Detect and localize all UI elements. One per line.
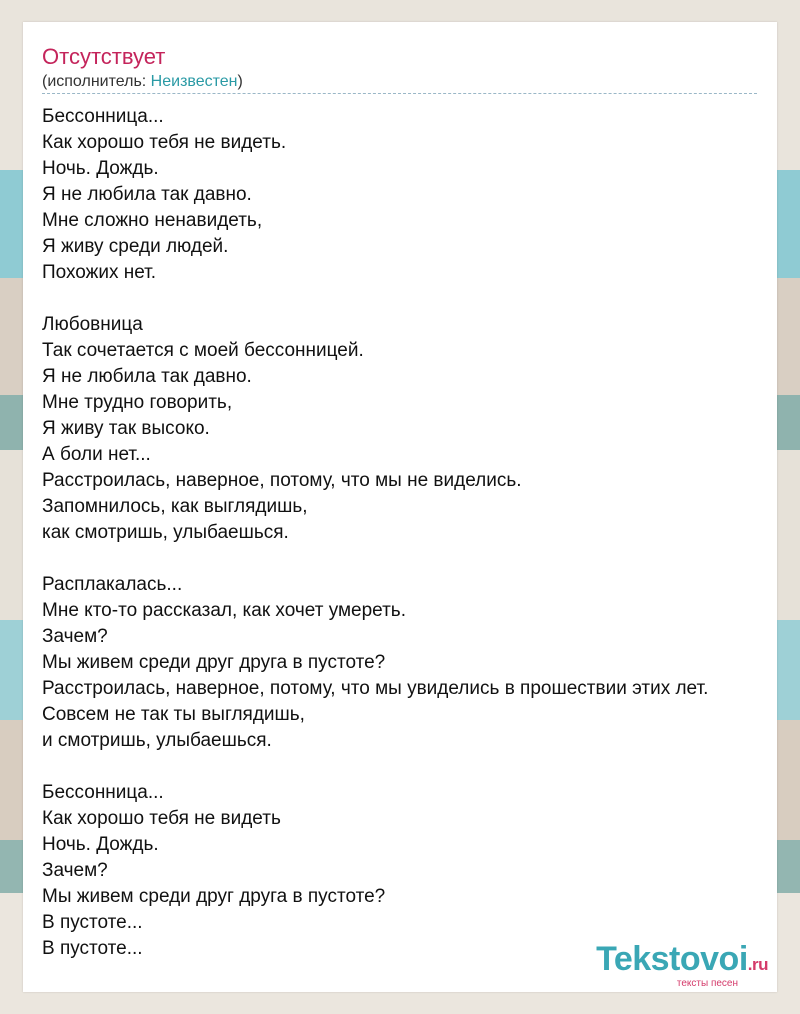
lyric-line: Мы живем среди друг друга в пустоте?	[42, 886, 386, 907]
lyric-line: Так сочетается с моей бессонницей.	[42, 340, 364, 361]
logo-tagline: тексты песен	[676, 978, 738, 989]
lyric-line: Ночь. Дождь.	[42, 158, 159, 179]
lyric-line: Мне трудно говорить,	[42, 392, 233, 413]
lyric-line: Бессонница...	[42, 782, 164, 803]
artist-suffix: )	[237, 73, 243, 90]
lyric-line: Как хорошо тебя не видеть.	[42, 132, 287, 153]
lyric-line: Мне сложно ненавидеть,	[42, 210, 263, 231]
artist-line	[42, 72, 243, 92]
lyric-line	[42, 546, 767, 572]
lyric-line: Расстроилась, наверное, потому, что мы не виделись.	[42, 470, 522, 491]
lyric-line	[42, 754, 767, 780]
lyric-line: Зачем?	[42, 626, 108, 647]
lyrics-card	[23, 22, 777, 992]
site-logo[interactable]	[596, 941, 768, 989]
lyric-line: Я не любила так давно.	[42, 366, 252, 387]
lyric-line: Я не любила так давно.	[42, 184, 252, 205]
lyric-line: Любовница	[42, 314, 143, 335]
lyric-line: Бессонница...	[42, 106, 164, 127]
lyrics-text	[42, 104, 767, 962]
lyric-line: Мы живем среди друг друга в пустоте?	[42, 652, 386, 673]
lyric-line: Как хорошо тебя не видеть	[42, 808, 281, 829]
header-divider	[42, 93, 757, 94]
logo-brand-name: Tekstovoi	[596, 940, 748, 978]
lyric-line: Ночь. Дождь.	[42, 834, 159, 855]
artist-prefix: (исполнитель:	[42, 73, 151, 90]
lyric-line: Расстроилась, наверное, потому, что мы увиделись в прошествии этих лет.	[42, 678, 709, 699]
lyric-line: как смотришь, улыбаешься.	[42, 522, 289, 543]
lyric-line	[42, 286, 767, 312]
lyric-line: В пустоте...	[42, 938, 143, 959]
song-title: Отсутствует	[42, 44, 166, 69]
lyric-line: Я живу среди людей.	[42, 236, 229, 257]
lyric-line: Мне кто-то рассказал, как хочет умереть.	[42, 600, 406, 621]
logo-tld: .ru	[747, 955, 768, 974]
lyric-line: В пустоте...	[42, 912, 143, 933]
lyric-line: и смотришь, улыбаешься.	[42, 730, 272, 751]
lyric-line: Запомнилось, как выглядишь,	[42, 496, 308, 517]
lyric-line: Зачем?	[42, 860, 108, 881]
lyric-line: А боли нет...	[42, 444, 151, 465]
lyric-line: Я живу так высоко.	[42, 418, 210, 439]
logo-brand	[596, 941, 768, 983]
lyric-line: Расплакалась...	[42, 574, 183, 595]
artist-link[interactable]: Неизвестен	[150, 73, 238, 90]
lyric-line: Совсем не так ты выглядишь,	[42, 704, 305, 725]
lyric-line: Похожих нет.	[42, 262, 157, 283]
